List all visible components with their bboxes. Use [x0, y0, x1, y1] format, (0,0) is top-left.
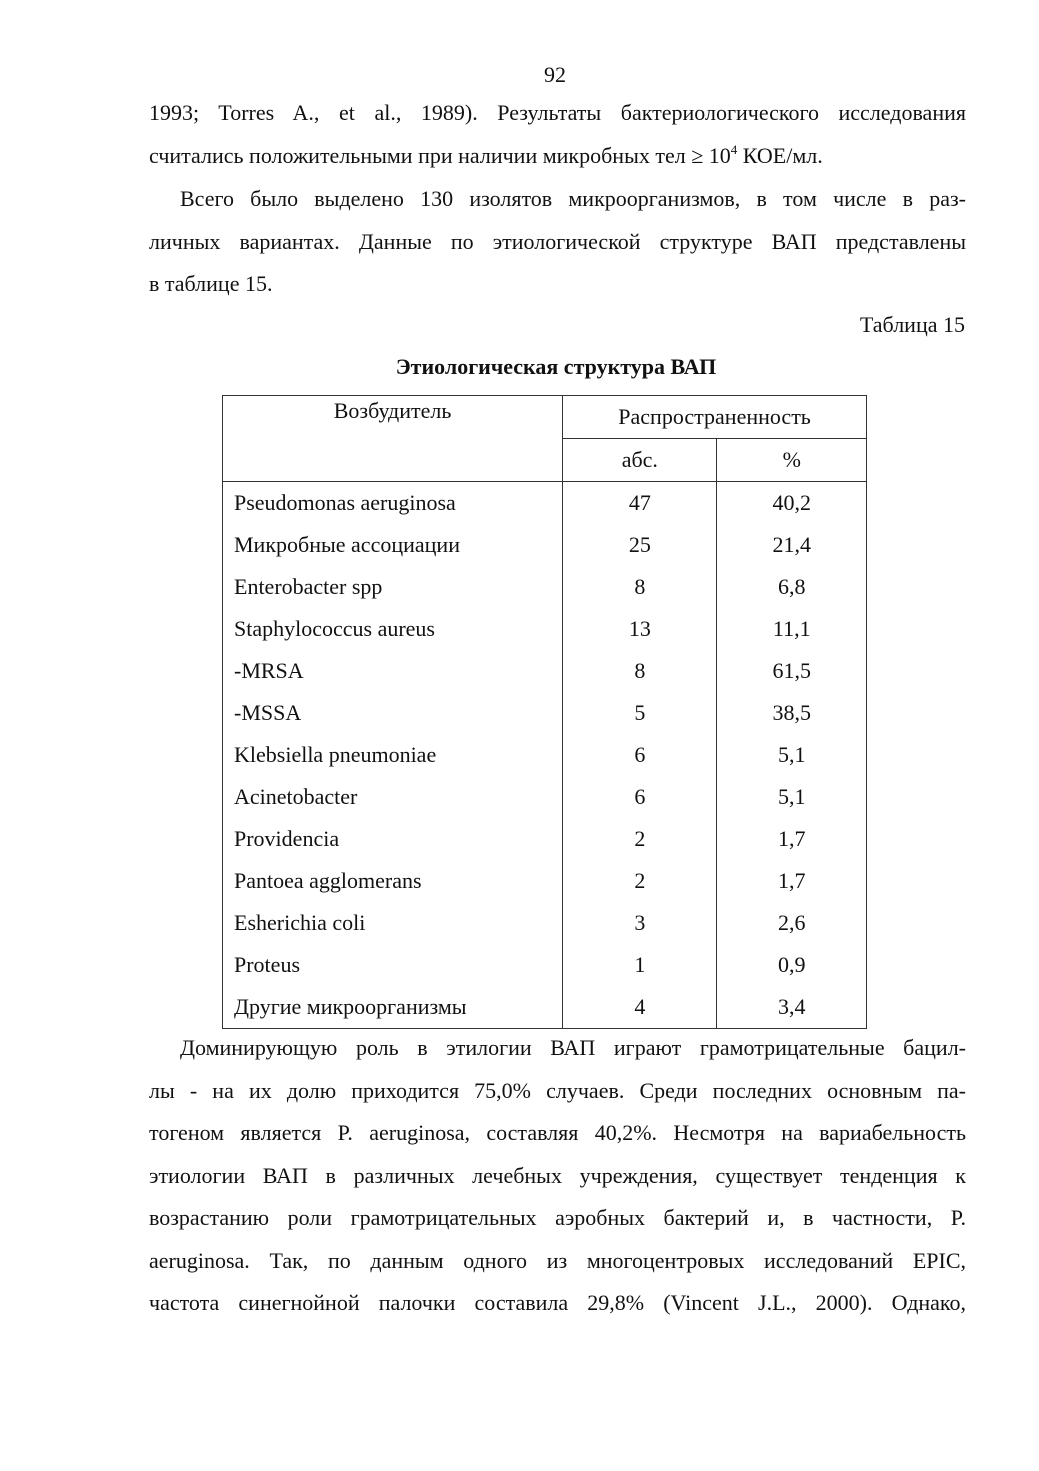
paragraph-discussion-line-2: лы - на их долю приходится 75,0% случаев. Среди последних основным па-	[149, 1077, 966, 1103]
percent-cell: 1,7	[717, 860, 867, 902]
abs-count-cell: 25	[563, 524, 717, 566]
table-body	[223, 482, 867, 1029]
pathogen-name-cell: Staphylococcus aureus	[223, 608, 563, 650]
table-row	[223, 650, 867, 692]
intro-line-1: 1993; Torres A., et al., 1989). Результаты бактериологического исследования	[149, 100, 966, 125]
table-row	[223, 902, 867, 944]
etiology-table	[222, 395, 867, 1029]
percent-cell: 3,4	[717, 986, 867, 1029]
table-label: Таблица 15	[859, 312, 965, 337]
abs-count-cell: 2	[563, 818, 717, 860]
pathogen-name-cell: Esherichia coli	[223, 902, 563, 944]
abs-count-cell: 8	[563, 566, 717, 608]
abs-count-cell: 8	[563, 650, 717, 692]
paragraph-discussion-line-3: тогеном является P. aeruginosa, составляя 40,2%. Несмотря на вариабельность	[149, 1120, 966, 1145]
table-title: Этиологическая структура ВАП	[395, 354, 717, 379]
paragraph-discussion	[149, 1027, 966, 1325]
paragraph-isolates-line-2: личных вариантах. Данные по этиологической структуре ВАП представлены	[149, 228, 966, 254]
pathogen-name-cell: Providencia	[223, 818, 563, 860]
pathogen-name-cell: Acinetobacter	[223, 776, 563, 818]
paragraph-isolates-line-1: Всего было выделено 130 изолятов микроорганизмов, в том числе в раз-	[180, 186, 966, 211]
abs-count-cell: 6	[563, 734, 717, 776]
abs-count-cell: 2	[563, 860, 717, 902]
exponent: 4	[730, 141, 738, 157]
pathogen-name-cell: -MSSA	[223, 692, 563, 734]
abs-count-cell: 6	[563, 776, 717, 818]
intro-line-2-unit: КОЕ/мл.	[737, 142, 823, 168]
table-row	[223, 692, 867, 734]
pathogen-name-cell: Pseudomonas aeruginosa	[223, 482, 563, 525]
pathogen-name-cell: -MRSA	[223, 650, 563, 692]
percent-cell: 61,5	[717, 650, 867, 692]
percent-cell: 5,1	[717, 734, 867, 776]
percent-cell: 40,2	[717, 482, 867, 525]
table-row	[223, 734, 867, 776]
intro-line-2	[149, 135, 966, 178]
abs-count-cell: 3	[563, 902, 717, 944]
pathogen-name-cell: Klebsiella pneumoniae	[223, 734, 563, 776]
paragraph-discussion-line-5: возрастанию роли грамотрицательных аэробных бактерий и, в частности, P.	[149, 1205, 966, 1230]
pathogen-name-cell: Proteus	[223, 944, 563, 986]
pathogen-name-cell: Enterobacter spp	[223, 566, 563, 608]
pathogen-name-cell: Pantoea agglomerans	[223, 860, 563, 902]
percent-cell: 6,8	[717, 566, 867, 608]
percent-cell: 0,9	[717, 944, 867, 986]
page-number: 92	[544, 62, 566, 87]
header-prevalence: Распространенность	[563, 396, 867, 439]
percent-cell: 11,1	[717, 608, 867, 650]
abs-count-cell: 13	[563, 608, 717, 650]
pathogen-name-cell: Другие микроорганизмы	[223, 986, 563, 1029]
table-row	[223, 776, 867, 818]
pathogen-name-cell: Микробные ассоциации	[223, 524, 563, 566]
paragraph-discussion-line-4: этиологии ВАП в различных лечебных учреждения, существует тенденция к	[149, 1162, 966, 1188]
paragraph-isolates-line-3: в таблице 15.	[149, 271, 273, 296]
header-pathogen: Возбудитель	[223, 396, 563, 482]
table-row	[223, 482, 867, 525]
percent-cell: 1,7	[717, 818, 867, 860]
intro-line-2-text: считались положительными при наличии микробных тел ≥ 10	[149, 142, 731, 168]
percent-cell: 2,6	[717, 902, 867, 944]
table-row	[223, 818, 867, 860]
percent-cell: 5,1	[717, 776, 867, 818]
percent-cell: 38,5	[717, 692, 867, 734]
intro-paragraph	[149, 92, 966, 177]
table-row	[223, 524, 867, 566]
table-row	[223, 860, 867, 902]
abs-count-cell: 4	[563, 986, 717, 1029]
table-row	[223, 608, 867, 650]
table-row	[223, 986, 867, 1029]
abs-count-cell: 47	[563, 482, 717, 525]
percent-cell: 21,4	[717, 524, 867, 566]
abs-count-cell: 5	[563, 692, 717, 734]
header-abs: абс.	[563, 439, 717, 482]
paragraph-discussion-line-7: частота синегнойной палочки составила 29,8% (Vincent J.L., 2000). Однако,	[149, 1290, 966, 1315]
header-pct: %	[717, 439, 867, 482]
table-row	[223, 944, 867, 986]
paragraph-discussion-line-1: Доминирующую роль в этилогии ВАП играют грамотрицательные бацил-	[180, 1035, 966, 1060]
abs-count-cell: 1	[563, 944, 717, 986]
paragraph-discussion-line-6: aeruginosa. Так, по данным одного из многоцентровых исследований EPIC,	[149, 1247, 966, 1273]
table-row	[223, 566, 867, 608]
paragraph-isolates	[149, 178, 966, 306]
